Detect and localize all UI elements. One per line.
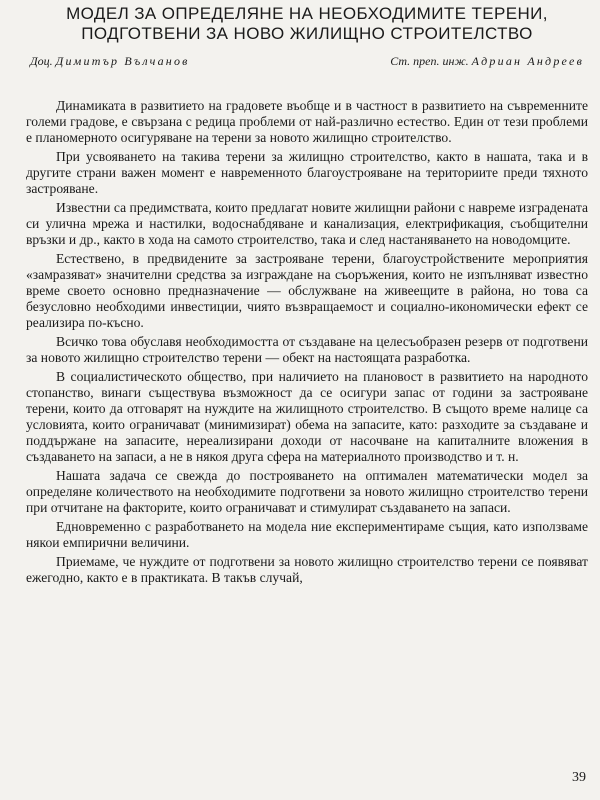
article-title	[26, 0, 588, 44]
paragraph: Известни са предимствата, които предлагат новите жилищни райони с навреме изградената си улична мрежа и настилки, водоснабдяване и канализация, електрификация, съобщителни връзки и др., както в хода на самото строителство, така и след настаняването на новодомците.	[26, 200, 588, 247]
paragraph: Нашата задача се свежда до построяването на оптимален математически модел за определяне количеството на необходимите подготвени за новото жилищно строителство терени при отчитане на факторите, които ограничават и стимулират създаването на запаси.	[26, 468, 588, 515]
paragraph: Всичко това обуславя необходимостта от създаване на целесъобразен резерв от подготвени за новото жилищно строителство терени — обект на настоящата разработка.	[26, 334, 588, 365]
paragraph: Едновременно с разработването на модела ние експериментираме същия, като използваме някои емпирични величини.	[26, 519, 588, 550]
paragraph: Динамиката в развитието на градовете въобще и в частност в развитието на съвременните големи градове, е свързана с редица проблеми от най-различно естество. Един от тези проблеми е планомерното осигуряване на терени за новото жилищно строителство.	[26, 98, 588, 145]
page-number: 39	[572, 770, 586, 785]
title-line-1: МОДЕЛ ЗА ОПРЕДЕЛЯНЕ НА НЕОБХОДИМИТЕ ТЕРЕНИ,	[66, 4, 548, 23]
title-line-2: ПОДГОТВЕНИ ЗА НОВО ЖИЛИЩНО СТРОИТЕЛСТВО	[81, 24, 533, 43]
author-2-name: Адриан Андреев	[471, 54, 584, 68]
paragraph: Приемаме, че нуждите от подготвени за новото жилищно строителство терени се появяват ежегодно, както е в практиката. В такъв случай,	[26, 554, 588, 585]
author-2-title: Ст. преп. инж.	[390, 54, 469, 68]
author-line	[26, 54, 588, 68]
article-body	[26, 98, 588, 586]
paragraph: В социалистическото общество, при наличието на плановост в развитието на народното стопанство, винаги съществува възможност да се осигури запас от години за застрояване терени, които да отговарят на нуждите на жилищното строителство. В същото време налице са условията, които ограничават (минимизират) обема на запасите, като: разходите за създаване и поддържане на запасите, нереализирани доходи от насочване на капиталните вложения в създаването на запаси, а не в някоя друга сфера на материалното производство и т. н.	[26, 369, 588, 464]
author-1-title: Доц.	[30, 54, 53, 68]
author-1	[30, 54, 190, 68]
paragraph: Естествено, в предвидените за застрояване терени, благоустройствените мероприятия «замразяват» значителни средства за изграждане на съоръжения, които не изпълняват известно време своето основно предназначение — обслужване на живеещите в района, но това са безусловно необходими инвестиции, чиято възвращаемост и социално-икономически ефект се реализира по-късно.	[26, 251, 588, 330]
author-1-name: Димитър Вълчанов	[55, 54, 190, 68]
author-2	[390, 54, 584, 68]
paragraph: При усвояването на такива терени за жилищно строителство, както в нашата, така и в другите страни важен момент е навременното благоустрояване на териториите преди тяхното застрояване.	[26, 149, 588, 196]
